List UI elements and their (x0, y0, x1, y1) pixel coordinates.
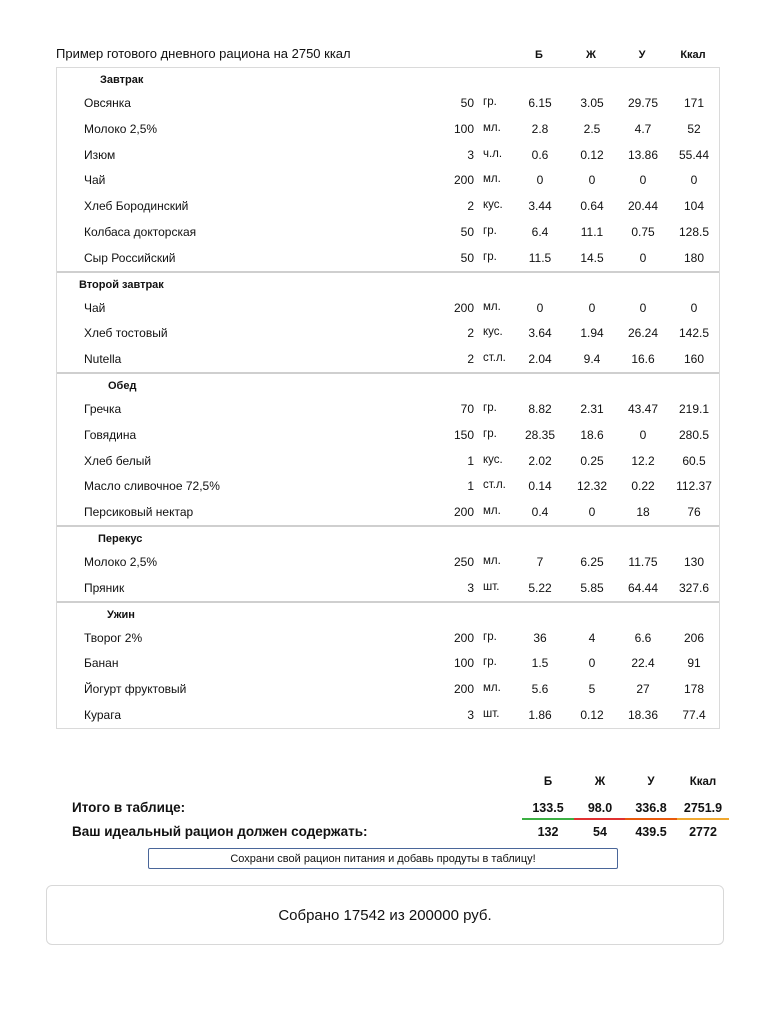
food-fat: 0.12 (580, 707, 604, 722)
carbs-progress-bar (625, 818, 677, 820)
food-unit: гр. (483, 96, 497, 108)
food-fat: 4 (588, 630, 596, 645)
totals-header-protein: Б (543, 776, 553, 788)
totals-in-table-protein: 133.5 (532, 801, 564, 815)
food-quantity: 1 (467, 479, 474, 494)
food-quantity: 200 (453, 505, 474, 520)
food-row (57, 422, 719, 448)
food-carbs: 0.22 (631, 479, 655, 494)
food-kcal: 55.44 (678, 147, 710, 162)
food-kcal: 0 (690, 173, 698, 188)
food-carbs: 0 (639, 173, 647, 188)
food-unit: кус. (483, 199, 503, 212)
food-row (57, 702, 719, 728)
food-kcal: 180 (683, 250, 705, 265)
food-quantity: 2 (467, 326, 474, 341)
food-fat: 11.1 (580, 224, 604, 239)
food-row (57, 676, 719, 702)
food-quantity: 3 (467, 707, 474, 722)
food-name: Изюм (84, 147, 116, 162)
food-row (57, 142, 719, 168)
food-kcal: 130 (683, 554, 705, 569)
food-quantity: 200 (453, 630, 474, 645)
food-quantity: 50 (460, 224, 474, 239)
food-row (57, 396, 719, 422)
food-quantity: 70 (460, 401, 474, 416)
food-carbs: 4.7 (634, 121, 652, 136)
food-protein: 0 (536, 300, 544, 315)
totals-ideal-label: Ваш идеальный рацион должен содержать: (72, 824, 368, 839)
totals-ideal-protein: 132 (537, 825, 559, 839)
food-kcal: 171 (683, 96, 705, 110)
meal-title-text: Второй завтрак (79, 278, 164, 291)
totals-ideal-kcal: 2772 (689, 825, 717, 839)
food-quantity: 2 (467, 352, 474, 367)
food-fat: 14.5 (580, 250, 604, 265)
food-name: Творог 2% (84, 630, 143, 645)
food-name: Персиковый нектар (84, 505, 194, 520)
food-quantity: 200 (453, 682, 474, 697)
food-row (57, 448, 719, 474)
save-diet-button[interactable]: Сохрани свой рацион питания и добавь продуты в таблицу! (148, 848, 618, 869)
meal-section (57, 67, 719, 271)
totals-ideal-fat: 54 (593, 825, 607, 839)
food-unit: кус. (483, 326, 503, 339)
food-protein: 5.22 (528, 580, 552, 595)
food-quantity: 3 (467, 147, 474, 162)
meal-section (57, 372, 719, 525)
food-row (57, 295, 719, 321)
food-carbs: 20.44 (627, 199, 659, 214)
food-name: Хлеб Бородинский (84, 199, 189, 214)
food-name: Молоко 2,5% (84, 554, 158, 569)
food-kcal: 91 (687, 656, 701, 671)
food-name: Колбаса докторская (84, 224, 197, 239)
food-unit: гр. (483, 630, 497, 643)
meal-section (57, 525, 719, 601)
food-unit: мл. (483, 554, 501, 567)
food-carbs: 0.75 (631, 224, 655, 239)
food-row (57, 219, 719, 245)
food-carbs: 26.24 (627, 326, 659, 341)
header-protein: Б (535, 49, 543, 61)
food-row (57, 116, 719, 142)
food-fat: 0 (588, 173, 596, 188)
food-name: Овсянка (84, 96, 131, 110)
food-quantity: 100 (453, 121, 474, 136)
food-kcal: 112.37 (676, 479, 712, 494)
meal-title (57, 68, 719, 90)
food-name: Гречка (84, 401, 122, 416)
food-row (57, 549, 719, 575)
totals-header-fat: Ж (594, 776, 606, 788)
header-carbs: У (638, 49, 646, 61)
food-fat: 3.05 (580, 96, 604, 110)
food-kcal: 77.4 (682, 707, 706, 722)
food-fat: 2.5 (583, 121, 601, 136)
food-kcal: 128.5 (678, 224, 710, 239)
food-protein: 6.15 (528, 96, 552, 110)
food-fat: 5 (588, 682, 596, 697)
food-fat: 18.6 (580, 427, 604, 442)
food-fat: 0.64 (580, 199, 604, 214)
food-row (57, 650, 719, 676)
food-fat: 0 (588, 656, 596, 671)
food-kcal: 0 (690, 300, 698, 315)
food-fat: 9.4 (583, 352, 601, 367)
meal-title-text: Завтрак (100, 74, 144, 86)
food-protein: 1.5 (531, 656, 549, 671)
meals-container (56, 67, 720, 729)
totals-header-carbs: У (647, 776, 655, 788)
food-row (57, 167, 719, 193)
food-row (57, 245, 719, 271)
food-unit: шт. (483, 707, 500, 720)
food-carbs: 0 (639, 427, 647, 442)
food-carbs: 29.75 (627, 96, 659, 110)
food-unit: ч.л. (483, 147, 503, 160)
food-unit: гр. (483, 427, 497, 440)
food-carbs: 22.4 (631, 656, 655, 671)
food-protein: 7 (536, 554, 544, 569)
food-protein: 0.4 (531, 505, 549, 520)
food-protein: 0 (536, 173, 544, 188)
food-unit: мл. (483, 682, 501, 695)
food-carbs: 64.44 (627, 580, 659, 595)
food-protein: 3.44 (528, 199, 552, 214)
food-name: Чай (84, 300, 106, 315)
food-kcal: 219.1 (678, 401, 710, 416)
food-name: Молоко 2,5% (84, 121, 158, 136)
food-unit: гр. (483, 224, 497, 237)
food-protein: 36 (533, 630, 547, 645)
food-carbs: 16.6 (631, 352, 655, 367)
food-kcal: 142.5 (678, 326, 710, 341)
food-carbs: 43.47 (627, 401, 659, 416)
food-kcal: 104 (683, 199, 705, 214)
diet-table (56, 42, 720, 729)
food-fat: 12.32 (576, 479, 608, 494)
food-carbs: 18 (636, 505, 650, 520)
totals-in-table-carbs: 336.8 (635, 801, 667, 815)
food-protein: 28.35 (524, 427, 556, 442)
food-unit: кус. (483, 453, 503, 466)
fundraising-box (46, 885, 724, 945)
food-row (57, 320, 719, 346)
meal-title (57, 374, 719, 396)
food-kcal: 160 (683, 352, 705, 367)
food-protein: 8.82 (528, 401, 552, 416)
food-kcal: 206 (683, 630, 705, 645)
food-carbs: 11.75 (628, 554, 658, 569)
food-unit: шт. (483, 580, 500, 593)
meal-title (57, 603, 719, 625)
food-row (57, 499, 719, 525)
food-name: Хлеб белый (84, 453, 152, 468)
food-quantity: 3 (467, 580, 474, 595)
food-quantity: 50 (460, 96, 474, 110)
food-unit: ст.л. (483, 352, 506, 365)
protein-progress-bar (522, 818, 574, 820)
food-protein: 0.6 (531, 147, 549, 162)
food-unit: гр. (483, 250, 497, 263)
food-unit: ст.л. (483, 479, 506, 492)
food-quantity: 150 (453, 427, 474, 442)
food-row (57, 625, 719, 651)
header-fat: Ж (586, 49, 596, 61)
food-name: Пряник (84, 580, 125, 595)
meal-title-text: Перекус (98, 532, 143, 545)
meal-title (57, 527, 719, 549)
food-quantity: 250 (453, 554, 474, 569)
food-unit: мл. (483, 505, 501, 518)
food-unit: гр. (483, 401, 497, 414)
totals-header-kcal: Ккал (689, 776, 717, 788)
food-protein: 2.04 (528, 352, 552, 367)
food-unit: мл. (483, 173, 501, 186)
food-fat: 6.25 (580, 554, 604, 569)
food-row (57, 193, 719, 219)
food-name: Курага (84, 707, 121, 722)
food-quantity: 200 (453, 173, 474, 188)
food-name: Банан (84, 656, 119, 671)
diet-table-header (56, 42, 720, 67)
header-kcal: Ккал (680, 49, 706, 61)
food-quantity: 100 (453, 656, 474, 671)
food-protein: 0.14 (528, 479, 552, 494)
food-unit: мл. (483, 121, 501, 134)
meal-section (57, 601, 719, 728)
food-name: Чай (84, 173, 106, 188)
food-kcal: 327.6 (678, 580, 710, 595)
food-quantity: 2 (467, 199, 474, 214)
food-protein: 2.8 (531, 121, 549, 136)
meal-title-text: Обед (108, 379, 137, 392)
food-quantity: 50 (460, 250, 474, 265)
food-row (57, 346, 719, 372)
fat-progress-bar (574, 818, 626, 820)
diet-title: Пример готового дневного рациона на 2750 ккал (56, 46, 351, 61)
food-fat: 2.31 (580, 401, 604, 416)
food-fat: 0 (588, 505, 596, 520)
food-carbs: 13.86 (627, 147, 659, 162)
food-protein: 5.6 (531, 682, 549, 697)
food-fat: 0.12 (580, 147, 604, 162)
food-protein: 3.64 (528, 326, 552, 341)
food-kcal: 60.5 (682, 453, 706, 468)
food-carbs: 18.36 (627, 707, 659, 722)
food-row (57, 575, 719, 601)
food-carbs: 6.6 (634, 630, 652, 645)
meal-title-text: Ужин (107, 608, 135, 621)
food-carbs: 0 (639, 250, 647, 265)
food-row (57, 473, 719, 499)
food-name: Йогурт фруктовый (84, 682, 187, 697)
food-unit: мл. (483, 300, 501, 313)
food-protein: 1.86 (528, 707, 552, 722)
food-name: Масло сливочное 72,5% (84, 479, 220, 494)
totals-in-table-label: Итого в таблице: (72, 800, 186, 815)
food-name: Говядина (84, 427, 137, 442)
food-kcal: 178 (683, 682, 705, 697)
food-fat: 0 (588, 300, 596, 315)
fundraising-text: Собрано 17542 из 200000 руб. (278, 906, 492, 924)
food-protein: 6.4 (531, 224, 549, 239)
food-protein: 11.5 (528, 250, 552, 265)
kcal-progress-bar (677, 818, 729, 820)
food-name: Хлеб тостовый (84, 326, 168, 341)
food-unit: гр. (483, 656, 497, 669)
totals-in-table-fat: 98.0 (587, 801, 613, 815)
food-kcal: 280.5 (678, 427, 710, 442)
food-fat: 0.25 (580, 453, 604, 468)
food-name: Nutella (84, 352, 122, 367)
food-carbs: 12.2 (631, 453, 655, 468)
food-row (57, 90, 719, 116)
totals-ideal-carbs: 439.5 (635, 825, 667, 839)
food-protein: 2.02 (528, 453, 552, 468)
food-fat: 5.85 (580, 580, 604, 595)
meal-section (57, 271, 719, 372)
food-quantity: 1 (467, 453, 474, 468)
food-carbs: 27 (636, 682, 650, 697)
food-name: Сыр Российский (84, 250, 176, 265)
food-kcal: 52 (687, 121, 701, 136)
meal-title (57, 273, 719, 295)
food-kcal: 76 (687, 505, 701, 520)
food-carbs: 0 (639, 300, 647, 315)
food-fat: 1.94 (580, 326, 604, 341)
totals-block (56, 770, 728, 842)
totals-in-table-kcal: 2751.9 (683, 801, 723, 815)
food-quantity: 200 (453, 300, 474, 315)
